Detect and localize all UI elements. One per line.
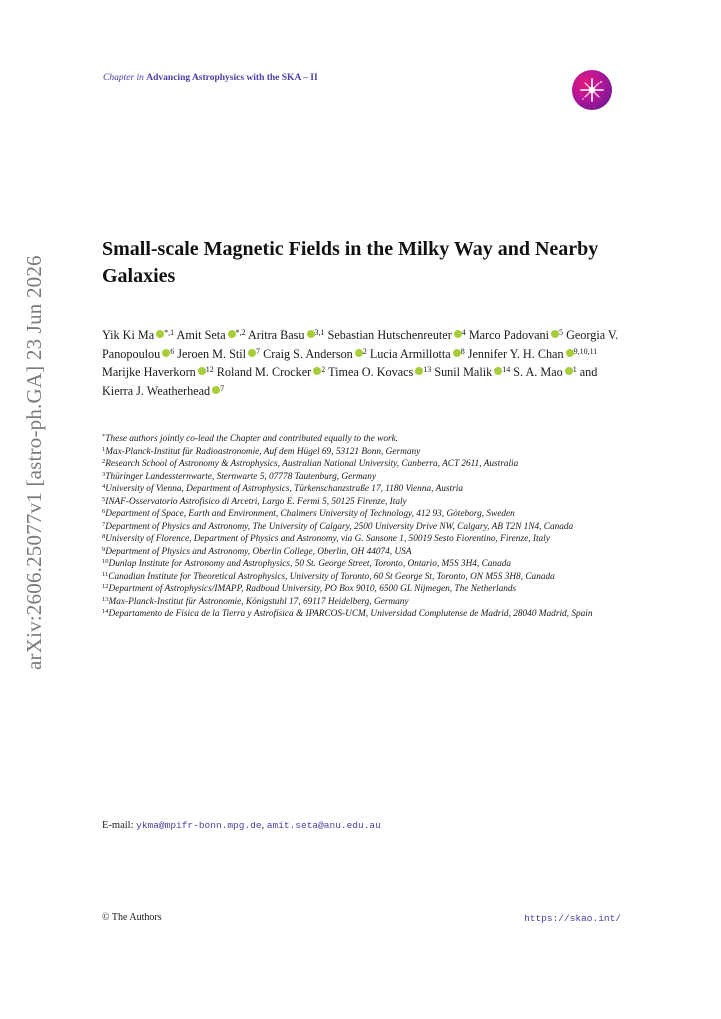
affiliation-text: These authors jointly co-lead the Chapter and contributed equally to the work. — [105, 434, 399, 444]
orcid-icon[interactable] — [551, 330, 559, 338]
affiliation-text: Research School of Astronomy & Astrophysics, Australian National University, Canberra, ACT 2611, Australia — [105, 459, 519, 469]
arxiv-sidebar — [22, 255, 46, 670]
affiliation-text: Max-Planck-Institut für Astronomie, Königstuhl 17, 69117 Heidelberg, Germany — [108, 596, 409, 607]
author-name: Jennifer Y. H. Chan — [467, 346, 564, 361]
affiliation — [102, 583, 622, 596]
author-name: Georgia V. Panopoulou — [102, 328, 619, 361]
ska-star-icon — [572, 70, 612, 110]
author-and: and — [579, 365, 598, 380]
email-label: E-mail: — [102, 820, 134, 831]
affiliation-mark: 10 — [102, 558, 109, 565]
author-affil-mark: 1 — [572, 365, 577, 375]
orcid-icon[interactable] — [248, 349, 256, 357]
affiliation-mark: 11 — [102, 570, 109, 578]
ska-url-link[interactable]: https://skao.int/ — [524, 913, 621, 924]
author — [248, 328, 325, 342]
author-name: Jeroen M. Stil — [177, 346, 247, 361]
author — [468, 347, 598, 361]
affiliation-text: Departamento de Física de la Tierra y Astrofísica & IPARCOS-UCM, Universidad Complutense de Madrid, 28040 Madrid, Spain — [108, 609, 593, 619]
orcid-icon[interactable] — [453, 349, 461, 357]
author — [328, 365, 431, 379]
affiliation-mark: 7 — [102, 520, 106, 528]
affiliation-mark: 14 — [102, 608, 109, 615]
author-list — [102, 326, 632, 400]
affiliation-text: Department of Physics and Astronomy, Oberlin College, Oberlin, OH 44074, USA — [105, 546, 412, 557]
affiliation-mark: 3 — [102, 470, 106, 478]
affiliation-text: University of Florence, Department of Physics and Astronomy, via G. Sansone 1, 50019 Sesto Fiorentino, Firenze, Italy — [105, 534, 550, 544]
author-name: Sunil Malik — [434, 365, 493, 380]
affiliation-text: Department of Space, Earth and Environment, Chalmers University of Technology, 412 93, Göteborg, Sweden — [105, 509, 515, 519]
orcid-icon[interactable] — [212, 386, 220, 394]
author-name: Marco Padovani — [468, 328, 550, 342]
affiliation-text: Dunlap Institute for Astronomy and Astrophysics, 50 St. George Street, Toronto, Ontario, M5S 3H4, Canada — [108, 559, 512, 569]
orcid-icon[interactable] — [565, 367, 573, 375]
affiliation-text: INAF-Osservatorio Astrofisico di Arcetri, Largo E. Fermi 5, 50125 Firenze, Italy — [105, 496, 407, 507]
author-affil-mark: 7 — [220, 383, 225, 393]
affiliation — [102, 446, 622, 459]
affiliation-mark: 1 — [102, 445, 106, 453]
author-affil-mark: *,2 — [235, 328, 246, 337]
author — [370, 347, 465, 361]
orcid-icon[interactable] — [355, 349, 363, 357]
affiliation — [102, 546, 622, 559]
affiliation — [102, 571, 622, 584]
author — [102, 365, 214, 379]
affiliation-mark: 12 — [102, 583, 109, 590]
author-name: Craig S. Anderson — [263, 346, 353, 361]
author-name: Aritra Basu — [247, 328, 305, 342]
affiliation — [102, 496, 622, 509]
paper-title: Small-scale Magnetic Fields in the Milky Way and Nearby Galaxies — [102, 238, 599, 287]
affiliation-mark: 13 — [102, 595, 109, 603]
author-name: Sebastian Hutschenreuter — [327, 328, 452, 342]
affiliation — [102, 533, 622, 546]
affiliation — [102, 508, 622, 521]
affiliation-text: Thüringer Landessternwarte, Sternwarte 5, 07778 Tautenburg, Germany — [105, 471, 376, 482]
author — [177, 347, 260, 361]
author-affil-mark: 2 — [321, 365, 326, 375]
author — [217, 365, 325, 379]
affiliation-mark: 4 — [102, 483, 106, 490]
orcid-icon[interactable] — [454, 330, 462, 338]
author-affil-mark: 14 — [502, 365, 511, 375]
affiliation-text: University of Vienna, Department of Astrophysics, Türkenschanzstraße 17, 1180 Vienna, Austria — [105, 484, 463, 494]
affiliation — [102, 521, 622, 534]
affiliation — [102, 483, 622, 496]
email-link-1[interactable]: ykma@mpifr-bonn.mpg.de — [136, 820, 262, 831]
affiliation — [102, 608, 622, 621]
author-name: Roland M. Crocker — [216, 365, 312, 380]
author-affil-mark: 13 — [423, 365, 432, 375]
author-affil-mark: 2 — [362, 346, 367, 356]
author-affil-mark: *,1 — [164, 328, 175, 337]
author-name: Yik Ki Ma — [102, 328, 155, 342]
orcid-icon[interactable] — [228, 330, 236, 338]
author-name: S. A. Mao — [513, 365, 563, 380]
author-affil-mark: 9,10,11 — [573, 346, 598, 356]
chapter-prefix: Chapter in — [103, 73, 144, 83]
orcid-icon[interactable] — [307, 330, 315, 338]
chapter-header — [103, 73, 318, 83]
author-name: Timea O. Kovacs — [328, 365, 414, 380]
author-name: Lucia Armillotta — [369, 346, 451, 361]
affiliation-text: Max-Planck-Institut für Radioastronomie, Auf dem Hügel 69, 53121 Bonn, Germany — [105, 446, 421, 457]
affiliation-mark: 2 — [102, 458, 106, 465]
book-title: Advancing Astrophysics with the SKA – II — [146, 73, 318, 83]
arxiv-identifier: arXiv:2606.25077v1 [astro-ph.GA] 23 Jun 2026 — [22, 255, 46, 670]
affiliation-mark: 9 — [102, 545, 106, 553]
author-name: Amit Seta — [176, 328, 226, 342]
author-name: Marijke Haverkorn — [102, 365, 196, 380]
author — [102, 328, 174, 342]
author — [513, 365, 576, 379]
affiliation — [102, 458, 622, 471]
orcid-icon[interactable] — [566, 349, 574, 357]
author-affil-mark: 8 — [460, 346, 465, 356]
author-affil-mark: 4 — [461, 328, 466, 337]
author — [177, 328, 246, 342]
affiliation — [102, 471, 622, 484]
affiliation-mark: 5 — [102, 495, 106, 503]
affiliation-text: Department of Astrophysics/IMAPP, Radboud University, PO Box 9010, 6500 GL Nijmegen, The Netherlands — [108, 584, 517, 594]
author — [102, 384, 224, 398]
author — [469, 328, 563, 342]
affiliation-mark: 8 — [102, 533, 106, 540]
orcid-icon[interactable] — [198, 367, 206, 375]
affiliation-mark: * — [102, 433, 106, 440]
author — [328, 328, 466, 342]
author-affil-mark: 3,1 — [314, 328, 325, 337]
email-separator: , — [261, 820, 265, 831]
affiliation-list — [102, 433, 622, 621]
affiliation — [102, 596, 622, 609]
email-line — [102, 820, 381, 831]
author-name: Kierra J. Weatherhead — [102, 383, 211, 398]
orcid-icon[interactable] — [156, 330, 164, 338]
affiliation — [102, 433, 622, 446]
affiliation-mark: 6 — [102, 508, 106, 515]
author — [263, 347, 367, 361]
author-affil-mark: 12 — [205, 365, 214, 375]
affiliation-text: Canadian Institute for Theoretical Astrophysics, University of Toronto, 60 St George St, Toronto, ON M5S 3H8, Canada — [108, 571, 555, 582]
email-link-2[interactable]: amit.seta@anu.edu.au — [266, 820, 381, 831]
author — [434, 365, 510, 379]
author-affil-mark: 7 — [256, 346, 261, 356]
affiliation — [102, 558, 622, 571]
author-affil-mark: 6 — [170, 346, 175, 356]
copyright: © The Authors — [102, 912, 162, 923]
author-affil-mark: 5 — [559, 328, 564, 337]
affiliation-text: Department of Physics and Astronomy, The University of Calgary, 2500 University Drive NW, Calgary, AB T2N 1N4, Canada — [105, 521, 574, 532]
